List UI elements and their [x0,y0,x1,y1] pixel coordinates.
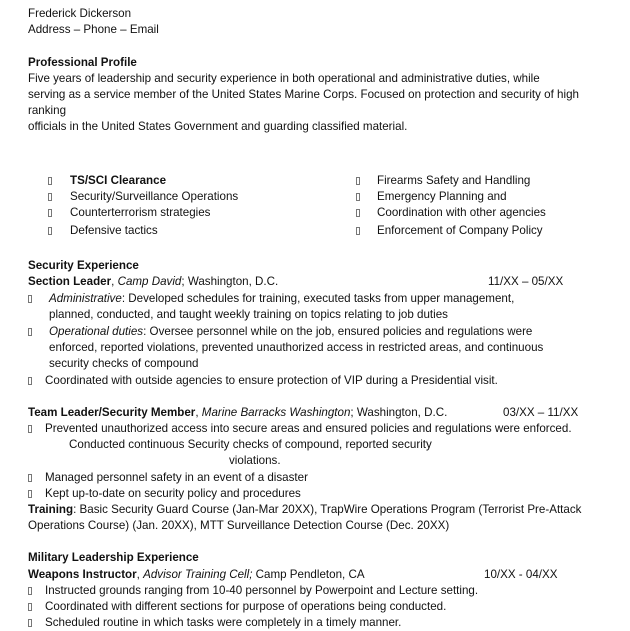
contact-line: Address – Phone – Email [28,23,159,36]
job-bullet: Operational duties: Oversee personnel while on the job, ensured policies and regulations were [49,325,533,338]
training-line: Training: Basic Security Guard Course (Jan-Mar 20XX), TrapWire Operations Program (Terrorist Pre-Attack [28,503,582,516]
job-header: Weapons Instructor, Advisor Training Cell; Camp Pendleton, CA [28,568,365,581]
bullet-icon [28,421,32,437]
bullet-icon [28,599,32,615]
job-dates: 10/XX - 04/XX [484,568,558,581]
job-bullet-cont: planned, conducted, and taught weekly training on topics relating to job duties [49,308,448,321]
job-title: Team Leader/Security Member [28,406,196,419]
bullet-icon [48,189,52,205]
job-bullet-cont: security checks of compound [49,357,199,370]
job-bullet: Prevented unauthorized access into secure areas and ensured policies and regulations were enforced. [45,422,572,435]
job-dates: 03/XX – 11/XX [503,406,579,419]
profile-line: serving as a service member of the United States Marine Corps. Focused on protection and security of high [28,88,579,101]
bullet-icon [28,324,32,340]
skill-item: Defensive tactics [70,224,158,237]
bullet-icon [356,173,360,189]
job-location: Camp Pendleton, CA [252,568,365,581]
job-header: Section Leader, Camp David; Washington, D.C. [28,275,279,288]
skill-item: Firearms Safety and Handling [377,174,531,187]
military-heading: Military Leadership Experience [28,551,199,564]
skill-item: Coordination with other agencies [377,206,546,219]
job-bullet: Scheduled routine in which tasks were completely in a timely manner. [45,616,402,629]
job-bullet: Kept up-to-date on security policy and procedures [45,487,301,500]
bullet-icon [28,470,32,486]
profile-line: officials in the United States Government and guarding classified material. [28,120,408,133]
skill-item: TS/SCI Clearance [70,174,167,187]
bullet-icon [28,615,32,631]
job-bullet-cont: Conducted continuous Security checks of compound, reported security [69,438,432,451]
job-location: ; Washington, D.C. [181,275,279,288]
bullet-icon [48,223,52,239]
skill-item: Emergency Planning and [377,190,507,203]
bullet-icon [48,205,52,221]
job-bullet: Coordinated with outside agencies to ensure protection of VIP during a Presidential visit. [45,374,498,387]
job-org: Advisor Training Cell; [143,568,253,581]
job-title: Section Leader [28,275,112,288]
skill-item: Enforcement of Company Policy [377,224,543,237]
bullet-icon [356,205,360,221]
skill-item: Counterterrorism strategies [70,206,211,219]
job-bullet: Administrative: Developed schedules for training, executed tasks from upper management, [49,292,515,305]
job-title: Weapons Instructor [28,568,137,581]
training-line-cont: Operations Course) (Jan. 20XX), MTT Surveillance Detection Course (Dec. 20XX) [28,519,450,532]
bullet-icon [356,223,360,239]
bullet-icon [48,173,52,189]
bullet-icon [28,291,32,307]
candidate-name: Frederick Dickerson [28,7,132,20]
bullet-icon [28,486,32,502]
bullet-icon [28,583,32,599]
security-heading: Security Experience [28,259,139,272]
job-org: Camp David [117,275,182,288]
skill-item: Security/Surveillance Operations [70,190,239,203]
bullet-icon [28,373,32,389]
job-bullet: Managed personnel safety in an event of a disaster [45,471,308,484]
job-header: Team Leader/Security Member, Marine Barracks Washington; Washington, D.C. [28,406,448,419]
profile-line: ranking [28,104,67,117]
job-bullet: Coordinated with different sections for purpose of operations being conducted. [45,600,447,613]
job-dates: 11/XX – 05/XX [488,275,564,288]
job-bullet-cont: violations. [229,454,281,467]
bullet-icon [356,189,360,205]
job-bullet-cont: enforced, reported violations, prevented unauthorized access in restricted areas, and continuous [49,341,544,354]
profile-heading: Professional Profile [28,56,137,69]
job-org: Marine Barracks Washington [201,406,351,419]
job-bullet: Instructed grounds ranging from 10-40 personnel by Powerpoint and Lecture setting. [45,584,479,597]
job-location: ; Washington, D.C. [350,406,448,419]
profile-line: Five years of leadership and security experience in both operational and administrative duties, while [28,72,540,85]
